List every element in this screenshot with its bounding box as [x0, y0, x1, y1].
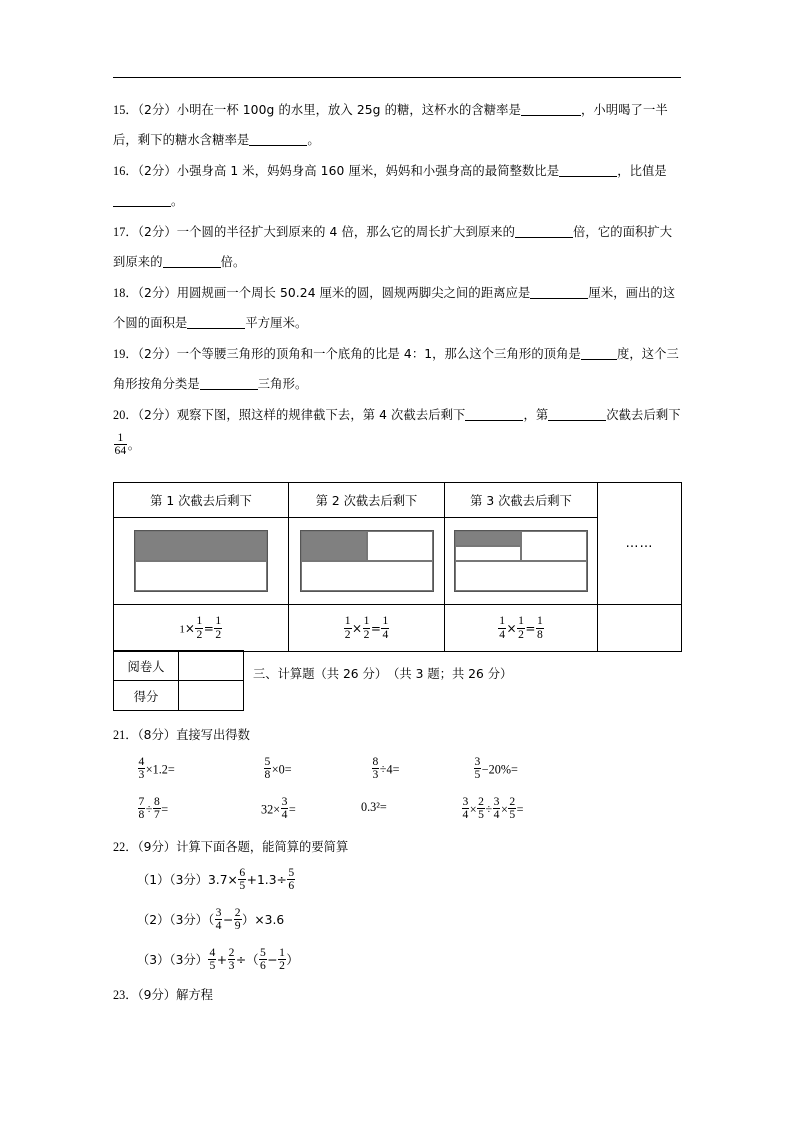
- expr-tail: =: [288, 802, 296, 817]
- question-22-number: 22: [113, 840, 126, 854]
- answer-blank[interactable]: [581, 347, 617, 360]
- unshaded-region: [521, 531, 587, 561]
- question-16-text-2: ，比值是: [617, 164, 667, 178]
- fraction: $\frac{6}{5}$: [239, 865, 246, 892]
- expr-q21b[interactable]: [263, 756, 292, 781]
- figure-step-2: [300, 530, 434, 592]
- fraction: $\frac{1}{2}$: [363, 614, 370, 641]
- question-20-points: （2分）: [137, 408, 177, 422]
- expr-operator: −: [222, 913, 234, 927]
- answer-blank[interactable]: [163, 255, 221, 268]
- unshaded-region: [455, 561, 587, 591]
- eq-operator: ×: [184, 621, 195, 636]
- reviewer-value[interactable]: [179, 651, 244, 681]
- question-15-number: 15: [113, 103, 126, 117]
- expr-q21d[interactable]: [473, 756, 518, 781]
- answer-blank[interactable]: [530, 286, 588, 299]
- pattern-header-2: 第 2 次截去后剩下: [289, 483, 445, 518]
- question-16-points: （2分）: [137, 164, 177, 178]
- fraction: $\frac{3}{5}$: [474, 755, 481, 782]
- question-22-points: （9分）: [137, 840, 177, 854]
- question-22-item-3[interactable]: [113, 940, 693, 980]
- table-row-equations: [114, 605, 682, 652]
- question-21-title-line: 21．（8分）直接写出得数: [113, 728, 250, 742]
- question-20-number: 20: [113, 408, 126, 422]
- question-21-title: 直接写出得数: [176, 728, 250, 742]
- expr-operator: ÷: [485, 802, 493, 817]
- answer-blank[interactable]: [113, 194, 171, 207]
- fraction: $\frac{4}{5}$: [209, 945, 216, 972]
- question-18-text-2: 厘米，画出的这个圆的面积是: [113, 286, 676, 330]
- expr-tail: =: [516, 802, 524, 817]
- fraction: $\frac{8}{3}$: [372, 755, 379, 782]
- question-19-points: （2分）: [137, 347, 177, 361]
- fraction: $\frac{2}{9}$: [234, 905, 241, 932]
- question-19-number: 19: [113, 347, 126, 361]
- grade-box: [113, 650, 244, 711]
- eq-operator: ×: [352, 621, 363, 636]
- expr-head: 3.7×: [207, 873, 238, 887]
- question-23-title-line: 23．（9分）解方程: [113, 988, 213, 1002]
- fraction: $\frac{2}{3}$: [228, 945, 235, 972]
- fraction: $\frac{1}{2}$: [344, 614, 351, 641]
- question-22-title: 计算下面各题，能简算的要简算: [176, 840, 349, 854]
- answer-blank[interactable]: [200, 377, 258, 390]
- question-15-text-3: 。: [307, 133, 320, 147]
- answer-blank[interactable]: [548, 408, 606, 421]
- figure-step-1: [134, 530, 268, 592]
- expr-q21e[interactable]: [137, 796, 168, 821]
- eq-operator: ×: [506, 621, 517, 636]
- fraction: $\frac{1}{8}$: [536, 614, 543, 641]
- fill-in-blank-section: [113, 95, 683, 460]
- question-20-text-3: 次截去后剩下: [606, 408, 681, 422]
- pattern-header-3: 第 3 次截去后剩下: [445, 483, 598, 518]
- question-21-row-2: [113, 790, 693, 834]
- question-23-title: 解方程: [176, 988, 213, 1002]
- expr-tail: ×1.2=: [145, 762, 175, 777]
- expr-q21h[interactable]: [461, 796, 524, 821]
- expr-tail: ×0=: [271, 762, 292, 777]
- fraction: $\frac{3}{4}$: [215, 905, 222, 932]
- question-17: 17．（2分）一个圆的半径扩大到原来的 4 倍，那么它的周长扩大到原来的 倍，它的面积扩大到原来的 倍。: [113, 225, 673, 269]
- pattern-equation-3: [445, 605, 598, 652]
- answer-blank[interactable]: [515, 225, 573, 238]
- score-label: 得分: [114, 681, 179, 711]
- section-heading: 三、计算题（共 26 分） （共 3 题；共 26 分）: [253, 667, 513, 681]
- unshaded-region: [135, 561, 267, 591]
- expr-q21c[interactable]: [371, 756, 399, 781]
- pattern-equation-1: [114, 605, 289, 652]
- shaded-region: [135, 531, 267, 561]
- unshaded-region: [367, 531, 433, 561]
- ellipsis-text: ……: [625, 536, 654, 551]
- expr-operator: +: [216, 953, 228, 967]
- fraction: $\frac{1}{2}$: [279, 945, 285, 972]
- expr-q21g[interactable]: 0.3²=: [361, 800, 387, 814]
- fraction: $\frac{1}{2}$: [518, 614, 524, 641]
- fraction: $\frac{3}{4}$: [462, 795, 469, 822]
- question-19-text-2: 度，这个三角形按角分类是: [113, 347, 679, 391]
- table-row-figures: [114, 518, 682, 605]
- fraction: $\frac{1}{2}$: [196, 614, 203, 641]
- answer-blank[interactable]: [559, 164, 617, 177]
- answer-blank[interactable]: [187, 316, 245, 329]
- fraction: $\frac{5}{8}$: [264, 755, 271, 782]
- expr-operator: ×: [469, 802, 477, 817]
- fraction: $\frac{5}{6}$: [288, 865, 295, 892]
- question-23-points: （9分）: [137, 988, 177, 1002]
- answer-blank[interactable]: [521, 103, 581, 116]
- expr-tail: −20%=: [481, 762, 518, 777]
- fraction: $\frac{3}{4}$: [493, 795, 500, 822]
- computation-section: [113, 722, 693, 1010]
- shaded-region: [301, 531, 367, 561]
- expr-q21f[interactable]: [261, 796, 296, 821]
- fraction: $\frac{3}{4}$: [281, 795, 288, 822]
- expr-head: 32×: [261, 802, 281, 817]
- question-16-text-1: 小强身高 1 米，妈妈身高 160 厘米，妈妈和小强身高的最简整数比是: [176, 164, 560, 178]
- fraction: $\frac{1}{4}$: [499, 614, 506, 641]
- score-value[interactable]: [179, 681, 244, 711]
- question-23-number: 23: [113, 988, 126, 1002]
- question-20: 20．（2分）观察下图，照这样的规律截下去，第 4 次截去后剩下 ，第 次截去后剩下 $\frac{1}{64}$ 。: [113, 408, 681, 457]
- eq-sign: =: [370, 621, 381, 636]
- expr-operator: ÷（: [235, 953, 259, 967]
- question-21-points: （8分）: [137, 728, 177, 742]
- header-rule: [113, 77, 681, 78]
- expr-tail: ÷4=: [379, 762, 400, 777]
- expr-head: （: [207, 913, 215, 927]
- pattern-figure-cell-3: [445, 518, 598, 605]
- fraction: $\frac{1}{2}$: [215, 614, 222, 641]
- fraction: $\frac{2}{5}$: [478, 795, 484, 822]
- question-19: 19．（2分）一个等腰三角形的顶角和一个底角的比是 4：1，那么这个三角形的顶角是 度，这个三角形按角分类是 三角形。: [113, 347, 679, 391]
- pattern-table: [113, 482, 682, 652]
- unshaded-region: [455, 546, 521, 561]
- fraction: $\frac{4}{3}$: [138, 755, 145, 782]
- question-21-row-1: [113, 748, 693, 790]
- expr-tail: ）×3.6: [242, 913, 285, 927]
- pattern-figure-cell-2: [289, 518, 445, 605]
- question-16-number: 16: [113, 164, 126, 178]
- item-label: （2）（3分）: [137, 913, 208, 927]
- question-18-text-3: 平方厘米。: [245, 316, 308, 330]
- grade-box-row-reviewer: [114, 651, 244, 681]
- answer-blank[interactable]: [249, 133, 307, 146]
- question-17-points: （2分）: [137, 225, 177, 239]
- fraction: $\frac{5}{6}$: [260, 945, 266, 972]
- eq-whole: 1: [179, 623, 185, 636]
- question-15-text-2: ，小明喝了一半后，剩下的糖水含糖率是: [113, 103, 668, 147]
- question-20-text-2: ，第: [523, 408, 549, 422]
- shaded-region: [455, 531, 521, 546]
- question-20-text-1: 观察下图，照这样的规律截下去，第 4 次截去后剩下: [176, 408, 466, 422]
- fraction: $\frac{8}{7}$: [154, 795, 160, 822]
- figure-step-3: [454, 530, 588, 592]
- answer-blank[interactable]: [465, 408, 523, 421]
- fraction: $\frac{7}{8}$: [138, 795, 145, 822]
- pattern-empty-cell: [598, 605, 682, 652]
- question-18-number: 18: [113, 286, 126, 300]
- pattern-header-1: 第 1 次截去后剩下: [114, 483, 289, 518]
- question-17-text-2: 倍，它的面积扩大到原来的: [113, 225, 673, 269]
- question-15-text-1: 小明在一杯 100g 的水里，放入 25g 的糖，这杯水的含糖率是: [176, 103, 521, 117]
- table-row-headers: [114, 483, 682, 518]
- question-17-number: 17: [113, 225, 126, 239]
- fraction-one-sixtyfourth: $\frac{1}{64}$: [114, 430, 127, 457]
- question-22-item-2[interactable]: [113, 900, 693, 940]
- question-15: 15．（2分）小明在一杯 100g 的水里，放入 25g 的糖，这杯水的含糖率是 ，小明喝了一半后，剩下的糖水含糖率是 。: [113, 103, 668, 147]
- question-19-text-3: 三角形。: [257, 377, 308, 391]
- question-18-text-1: 用圆规画一个周长 50.24 厘米的圆，圆规两脚尖之间的距离应是: [176, 286, 531, 300]
- question-17-text-3: 倍。: [220, 255, 246, 269]
- expr-operator: ÷: [145, 802, 153, 817]
- reviewer-label: 阅卷人: [114, 651, 179, 681]
- eq-sign: =: [525, 621, 536, 636]
- pattern-figure-cell-1: [114, 518, 289, 605]
- expr-tail: =: [161, 802, 169, 817]
- question-15-points: （2分）: [137, 103, 177, 117]
- question-17-text-1: 一个圆的半径扩大到原来的 4 倍，那么它的周长扩大到原来的: [176, 225, 516, 239]
- pattern-equation-2: [289, 605, 445, 652]
- question-18-points: （2分）: [137, 286, 177, 300]
- question-16: 16．（2分）小强身高 1 米，妈妈身高 160 厘米，妈妈和小强身高的最简整数比是 ，比值是。: [113, 164, 667, 208]
- grade-box-row-score: [114, 681, 244, 711]
- expr-q21a[interactable]: [137, 756, 175, 781]
- expr-operator: +1.3÷: [246, 873, 287, 887]
- question-22-item-1[interactable]: [113, 860, 693, 900]
- expr-operator: −: [267, 953, 278, 967]
- question-16-text-3: 。: [171, 194, 184, 208]
- question-21-number: 21: [113, 728, 126, 742]
- question-19-text-1: 一个等腰三角形的顶角和一个底角的比是 4：1，那么这个三角形的顶角是: [176, 347, 581, 361]
- pattern-ellipsis-cell: [598, 483, 682, 605]
- fraction: $\frac{1}{4}$: [382, 614, 389, 641]
- question-20-text-4: 。: [127, 438, 141, 452]
- question-18: 18．（2分）用圆规画一个周长 50.24 厘米的圆，圆规两脚尖之间的距离应是 厘米，画出的这个圆的面积是 平方厘米。: [113, 286, 676, 330]
- expr-tail: ）: [286, 953, 299, 967]
- item-label: （3）（3分）: [137, 953, 208, 967]
- fraction: $\frac{2}{5}$: [509, 795, 516, 822]
- question-22-title-line: 22．（9分）计算下面各题，能简算的要简算: [113, 840, 349, 854]
- expr-operator: ×: [500, 802, 508, 817]
- unshaded-region: [301, 561, 433, 591]
- eq-sign: =: [203, 621, 214, 636]
- item-label: （1）（3分）: [137, 873, 208, 887]
